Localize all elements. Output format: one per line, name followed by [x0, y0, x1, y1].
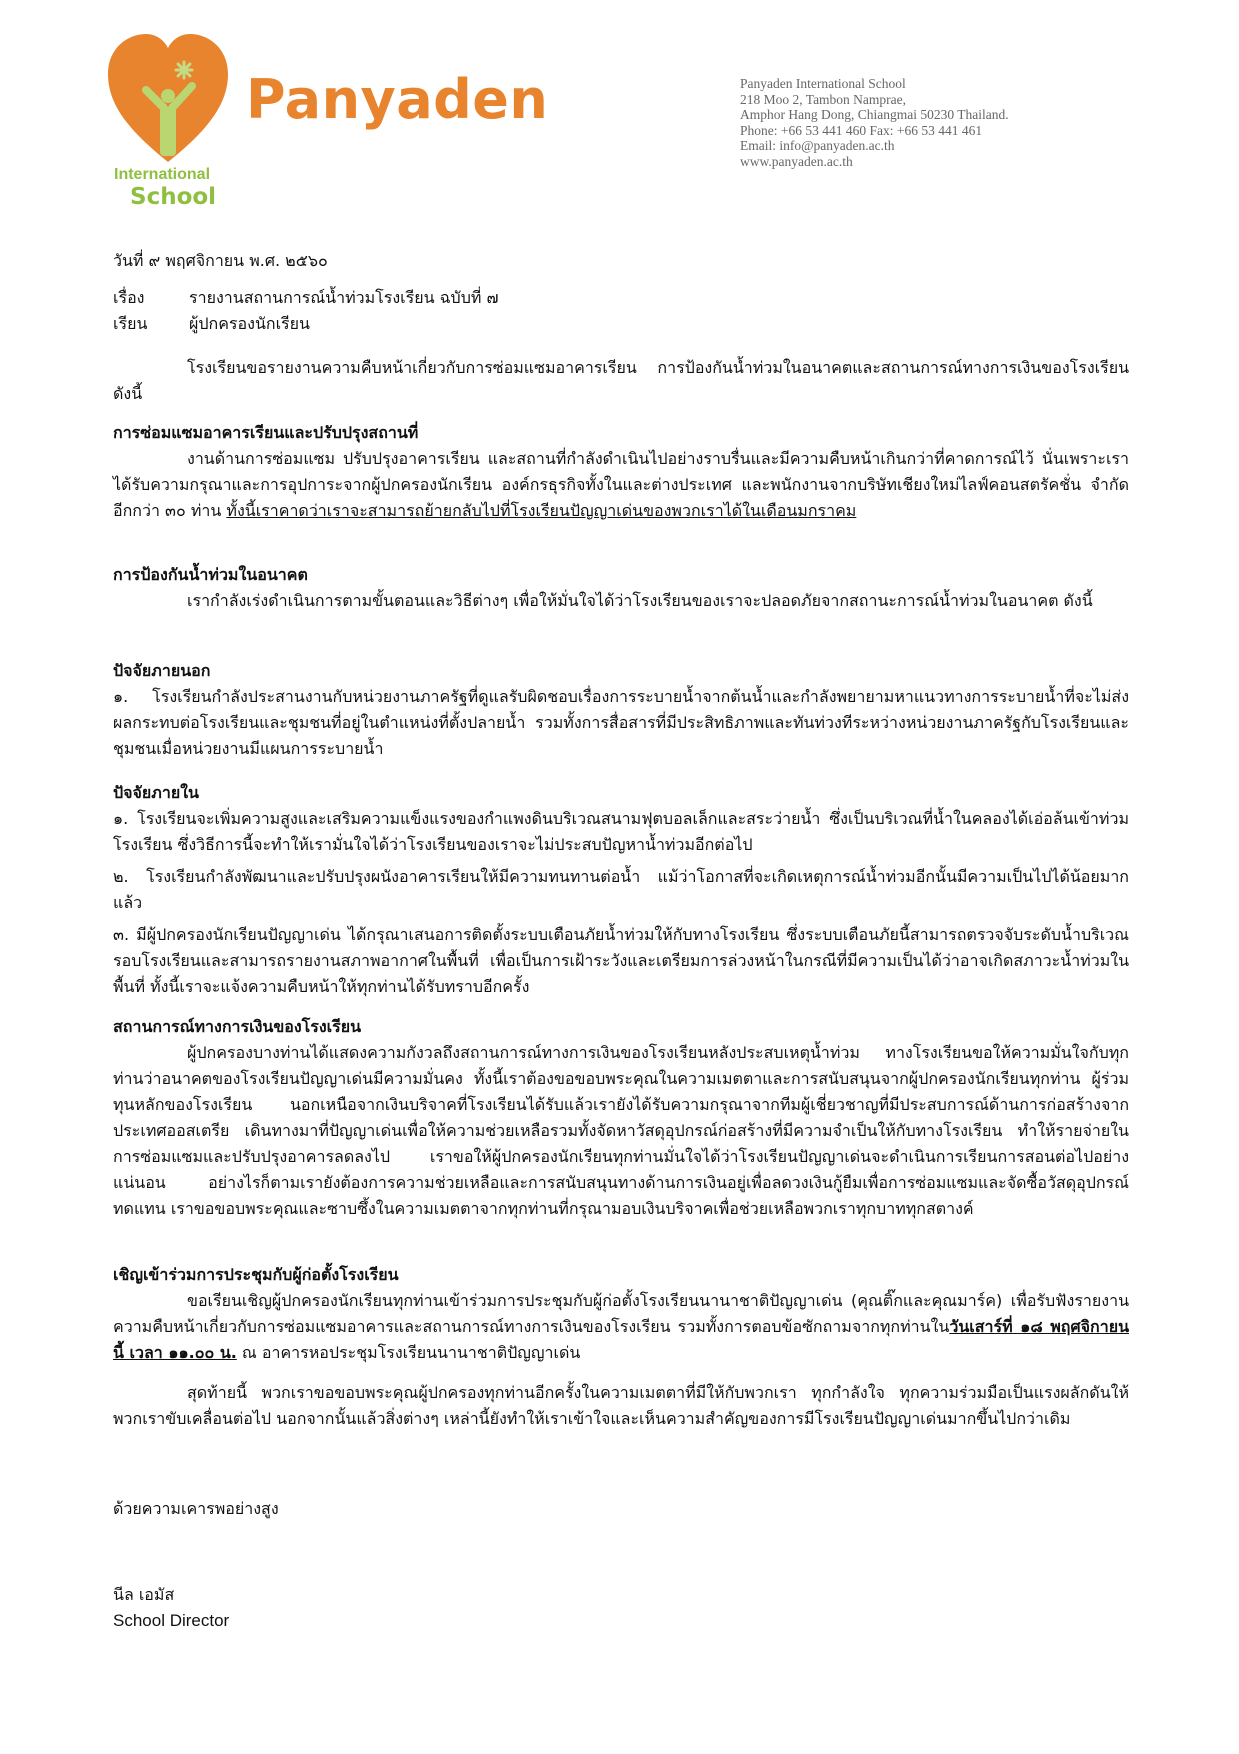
section-finance-paragraph: ผู้ปกครองบางท่านได้แสดงความกังวลถึงสถานการณ์ทางการเงินของโรงเรียนหลังประสบเหตุน้ำท่วม ทางโรงเรียนขอให้ความมั่นใจกับทุกท่านว่าอนาคตของโรงเรียนปัญญาเด่นมีความมั่นคง ทั้งนี้เราต้องขอขอบพระคุณในความเมตตาและการสนับสนุนจากผู้ปกครองนักเรียนทุกท่าน ผู้ร่วมทุนหลักของโรงเรียน นอกเหนือจากเงินบริจาคที่โรงเรียนได้รับแล้วเรายังได้รับความกรุณาจากทีมผู้เชี่ยวชาญที่มีประสบการณ์ด้านการก่อสร้างจากประเทศออสเตรีย เดินทางมาที่ปัญญาเด่นเพื่อให้ความช่วยเหลือรวมทั้งจัดหาวัสดุอุปกรณ์ก่อสร้างที่มีความจำเป็นให้กับทางโรงเรียน ทำให้รายจ่ายในการซ่อมแซมและปรับปรุงอาคารลดลงไป เราขอให้ผู้ปกครองนักเรียนทุกท่านมั่นใจได้ว่าโรงเรียนปัญญาเด่นจะดำเนินการเรียนการสอนต่อไปอย่างแน่นอน อย่างไรก็ตามเรายังต้องการความช่วยเหลือและการสนับสนุนทางด้านการเงินอยู่เพื่อลดวงเงินกู้ยืมเพื่อการซ่อมแซมและจัดซื้อวัสดุอุปกรณ์ทดแทน เราขอขอบพระคุณและซาบซึ้งในความเมตตาจากทุกท่านที่กรุณามอบเงินบริจาคเพื่อช่วยเหลือพวกเราทุกบาททุกสตางค์ [113, 1043, 1129, 1218]
subject-row [113, 285, 1129, 311]
letter-header-rows [113, 285, 1129, 337]
closing-paragraph: สุดท้ายนี้ พวกเราขอขอบพระคุณผู้ปกครองทุกท่านอีกครั้งในความเมตตาที่มีให้กับพวกเรา ทุกกำลังใจ ทุกความร่วมมือเป็นแรงผลักดันให้พวกเราขับเคลื่อนต่อไป นอกจากนั้นแล้วสิ่งต่างๆ เหล่านี้ยังทำให้เราเข้าใจและเห็นความสำคัญของการมีโรงเรียนปัญญาเด่นมากขึ้นไปกว่าเดิม [113, 1383, 1129, 1428]
section-finance-heading: สถานการณ์ทางการเงินของโรงเรียน [113, 1017, 362, 1036]
recipient-row [113, 311, 1129, 337]
meeting-venue: ณ อาคารหอประชุมโรงเรียนนานาชาติปัญญาเด่น [236, 1343, 581, 1362]
brand-subtitle-school: School [130, 184, 217, 210]
section-flood-prevention-paragraph: เรากำลังเร่งดำเนินการตามขั้นตอนและวิธีต่างๆ เพื่อให้มั่นใจได้ว่าโรงเรียนของเราจะปลอดภัยจากสถานะการณ์น้ำท่วมในอนาคต ดังนี้ [187, 591, 1093, 610]
section-meeting-heading: เชิญเข้าร่วมการประชุมกับผู้ก่อตั้งโรงเรียน [113, 1265, 399, 1284]
signer-name: นีล เอมัส [113, 1585, 175, 1604]
panyaden-heart-logo [108, 34, 228, 166]
internal-factors-heading: ปัจจัยภายใน [113, 783, 199, 802]
section-repair-heading: การซ่อมแซมอาคารเรียนและปรับปรุงสถานที่ [113, 423, 419, 442]
address-line: Panyaden International School [740, 76, 906, 91]
address-line: 218 Moo 2, Tambon Namprae, [740, 91, 907, 107]
address-line: Email: info@panyaden.ac.th [740, 138, 895, 154]
address-line: Amphor Hang Dong, Chiangmai 50230 Thailand. [740, 107, 1009, 123]
meeting-date-time: วันเสาร์ที่ ๑๘ พฤศจิกายนนี้ เวลา ๑๑.๐๐ น. [113, 1317, 1130, 1362]
internal-factor-item-1: ๑. โรงเรียนจะเพิ่มความสูงและเสริมความแข็งแรงของกำแพงดินบริเวณสนามฟุตบอลเล็กและสระว่ายน้ำ ซึ่งเป็นบริเวณที่น้ำในคลองได้เอ่อล้นเข้าท่วมโรงเรียน ซึ่งวิธีการนี้จะทำให้เรามั่นใจได้ว่าโรงเรียนของเราจะไม่ประสบปัญหาน้ำท่วมอีกต่อไป [113, 809, 1129, 854]
subject-label: เรื่อง [113, 288, 145, 307]
letter-date: วันที่ ๙ พฤศจิกายน พ.ศ. ๒๕๖๐ [113, 251, 328, 270]
internal-factor-item-2: ๒. โรงเรียนกำลังพัฒนาและปรับปรุงผนังอาคารเรียนให้มีความทนทานต่อน้ำ แม้ว่าโอกาสที่จะเกิดเหตุการณ์น้ำท่วมอีกนั้นมีความเป็นไปได้น้อยมากแล้ว [113, 867, 1129, 912]
subject-text: รายงานสถานการณ์น้ำท่วมโรงเรียน ฉบับที่ ๗ [189, 288, 499, 307]
section-repair-paragraph [113, 446, 1129, 524]
intro-paragraph: โรงเรียนขอรายงานความคืบหน้าเกี่ยวกับการซ่อมแซมอาคารเรียน การป้องกันน้ำท่วมในอนาคตและสถานการณ์ทางการเงินของโรงเรียนดังนี้ [113, 358, 1129, 403]
external-factor-item: ๑. โรงเรียนกำลังประสานงานกับหน่วยงานภาครัฐที่ดูแลรับผิดชอบเรื่องการระบายน้ำจากต้นน้ำและกำลังพยายามหาแนวทางการระบายน้ำที่จะไม่ส่งผลกระทบต่อโรงเรียนและชุมชนที่อยู่ในตำแหน่งที่ตั้งปลายน้ำ รวมทั้งการสื่อสารที่มีประสิทธิภาพและทันท่วงทีระหว่างหน่วยงานภาครัฐกับโรงเรียนและชุมชนเมื่อหน่วยงานมีแผนการระบายน้ำ [113, 687, 1129, 758]
brand-name: Panyaden [246, 68, 549, 131]
recipient-text: ผู้ปกครองนักเรียน [189, 314, 310, 333]
section-flood-prevention-heading: การป้องกันน้ำท่วมในอนาคต [113, 565, 308, 584]
address-line: Phone: +66 53 441 460 Fax: +66 53 441 461 [740, 122, 983, 138]
signer-title: School Director [113, 1611, 230, 1630]
brand-subtitle-international: International [114, 166, 211, 183]
repair-expected-return: ทั้งนี้เราคาดว่าเราจะสามารถย้ายกลับไปที่โรงเรียนปัญญาเด่นของพวกเราได้ในเดือนมกราคม [226, 501, 857, 520]
internal-factor-item-3: ๓. มีผู้ปกครองนักเรียนปัญญาเด่น ได้กรุณาเสนอการติดตั้งระบบเตือนภัยน้ำท่วมให้กับทางโรงเรียน ซึ่งระบบเตือนภัยนี้สามารถตรวจจับระดับน้ำบริเวณรอบโรงเรียนและสามารถรายงานสภาพอากาศในพื้นที่ เพื่อเป็นการเฝ้าระวังและเตรียมการล่วงหน้าในกรณีที่มีความเป็นได้ว่าอาจเกิดสภาวะน้ำท่วมในพื้นที่ ทั้งนี้เราจะแจ้งความคืบหน้าให้ทุกท่านได้รับทราบอีกครั้ง [113, 925, 1129, 996]
school-address-block [740, 76, 1009, 170]
recipient-label: เรียน [113, 314, 148, 333]
address-line: www.panyaden.ac.th [740, 153, 853, 169]
meeting-text: ขอเรียนเชิญผู้ปกครองนักเรียนทุกท่านเข้าร่วมการประชุมกับผู้ก่อตั้งโรงเรียนนานาชาติปัญญาเด่น (คุณติ๊กและคุณมาร์ค) เพื่อรับฟังรายงานความคืบหน้าเกี่ยวกับการซ่อมแซมอาคารและสถานการณ์ทางการเงินของโรงเรียน รวมทั้งการตอบข้อซักถามจากทุกท่านใน [113, 1291, 1129, 1336]
repair-text: งานด้านการซ่อมแซม ปรับปรุงอาคารเรียน และสถานที่กำลังดำเนินไปอย่างราบรื่นและมีความคืบหน้าเกินกว่าที่คาดการณ์ไว้ นั่นเพราะเราได้รับความกรุณาและการอุปการะจากผู้ปกครองนักเรียน องค์กรธุรกิจทั้งในและต่างประเทศ และพนักงานจากบริษัทเชียงใหม่ไลฟ์คอนสตรัคชั่น จำกัด อีกกว่า ๓๐ ท่าน [113, 449, 1129, 520]
regards-line: ด้วยความเคารพอย่างสูง [113, 1499, 279, 1518]
external-factors-heading: ปัจจัยภายนอก [113, 661, 211, 680]
section-meeting-paragraph [113, 1288, 1129, 1366]
